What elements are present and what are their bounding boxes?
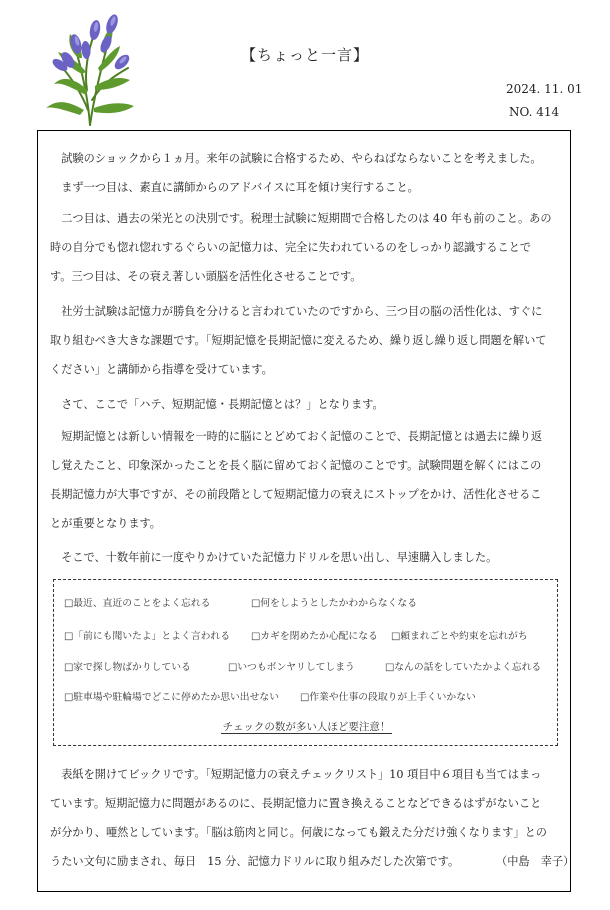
- checklist-row: [64, 659, 541, 673]
- checklist-box: [53, 579, 558, 746]
- checklist-item: □カギを閉めたか心配になる: [251, 631, 378, 642]
- checklist-row: [64, 628, 528, 642]
- paragraph-line: 時の自分でも惚れ惚れするぐらいの記憶力は、完全に失われているのをしっかり認識することで: [50, 241, 532, 254]
- paragraph-line: 社労士試験は記憶力が勝負を分けると言われていたのですから、三つ目の脳の活性化は、すぐに: [50, 305, 543, 318]
- paragraph-line: 長期記憶力が大事ですが、その前段階として短期記憶力の衰えにストップをかけ、活性化させるこ: [50, 488, 542, 501]
- paragraph-5: [50, 390, 570, 419]
- closing-paragraph: [50, 760, 570, 876]
- paragraph-line: さて、ここで「ハテ、短期記憶・長期記憶とは？」となります。: [50, 398, 384, 411]
- checklist-item: □作業や仕事の段取りが上手くいかない: [300, 692, 476, 703]
- checklist-item: □何をしようとしたかわからなくなる: [251, 598, 418, 609]
- paragraph-line: 試験のショックから１ヵ月。来年の試験に合格するため、やらねばならないことを考えました。: [50, 152, 542, 165]
- paragraph-line: 二つ目は、過去の栄光との決別です。税理士試験に短期間で合格したのは 40 年も前のこと。あの: [50, 212, 552, 225]
- checklist-item: □いつもボンヤリしてしまう: [228, 662, 355, 673]
- checklist-warning: [54, 719, 559, 734]
- paragraph-7: [50, 543, 570, 572]
- paragraph-3: [50, 204, 570, 291]
- page-title: 【ちょっと一言】: [240, 46, 369, 64]
- paragraph-line: が分かり、唖然としています。「脳は筋肉と同じ。何歳になっても鍛えた分だけ強くなります」との: [50, 826, 547, 839]
- checklist-item: □駐車場や駐輪場でどこに停めたか思い出せない: [64, 692, 279, 703]
- issue-number: NO. 414: [509, 105, 560, 119]
- paragraph-line: 取り組むべき大きな課題です。「短期記憶を長期記憶に変えるため、繰り返し繰り返し問題を解いて: [50, 334, 547, 347]
- paragraph-line: ください」と講師から指導を受けています。: [50, 363, 273, 376]
- paragraph-line: とが重要となります。: [50, 517, 161, 530]
- checklist-item: □「前にも聞いたよ」とよく言われる: [64, 631, 231, 642]
- paragraph-4: [50, 297, 570, 384]
- issue-date: 2024. 11. 01: [506, 82, 583, 96]
- author-signature: （中島 幸子）: [496, 855, 575, 868]
- paragraph-line: 表紙を開けてビックリです。「短期記憶力の衰えチェックリスト」10 項目中６項目も当てはまっ: [50, 768, 542, 781]
- checklist-item: □なんの話をしていたかよく忘れる: [385, 662, 542, 673]
- paragraph-2: [50, 173, 570, 202]
- paragraph-1: [50, 144, 570, 173]
- checklist-row: [64, 595, 417, 609]
- paragraph-line: す。三つ目は、その衰え著しい頭脳を活性化させることです。: [50, 270, 362, 283]
- checklist-row: [64, 689, 476, 703]
- paragraph-line: 短期記憶とは新しい情報を一時的に脳にとどめておく記憶のことで、長期記憶とは過去に繰り返: [50, 430, 543, 443]
- checklist-item: □家で探し物ばかりしている: [64, 662, 191, 673]
- paragraph-line: ています。短期記憶力に問題があるのに、長期記憶力に置き換えることなどできるはずがないこと: [50, 797, 542, 810]
- paragraph-line: うたい文句に励まされ、毎日 15 分、記憶力ドリルに取り組みだした次第です。: [50, 855, 460, 868]
- paragraph-line: まず一つ目は、素直に講師からのアドバイスに耳を傾け実行すること。: [50, 181, 419, 194]
- checklist-warning-text: チェックの数が多い人ほど要注意！: [222, 721, 391, 733]
- checklist-item: □頼まれごとや約束を忘れがち: [391, 631, 528, 642]
- paragraph-6: [50, 422, 570, 538]
- checklist-item: □最近、直近のことをよく忘れる: [64, 598, 211, 609]
- paragraph-line: そこで、十数年前に一度やりかけていた記憶力ドリルを思い出し、早速購入しました。: [50, 551, 498, 564]
- gentian-flower-illustration: [40, 10, 140, 128]
- paragraph-line: し覚えたこと、印象深かったことを長く脳に留めておく記憶のことです。試験問題を解くにはこの: [50, 459, 542, 472]
